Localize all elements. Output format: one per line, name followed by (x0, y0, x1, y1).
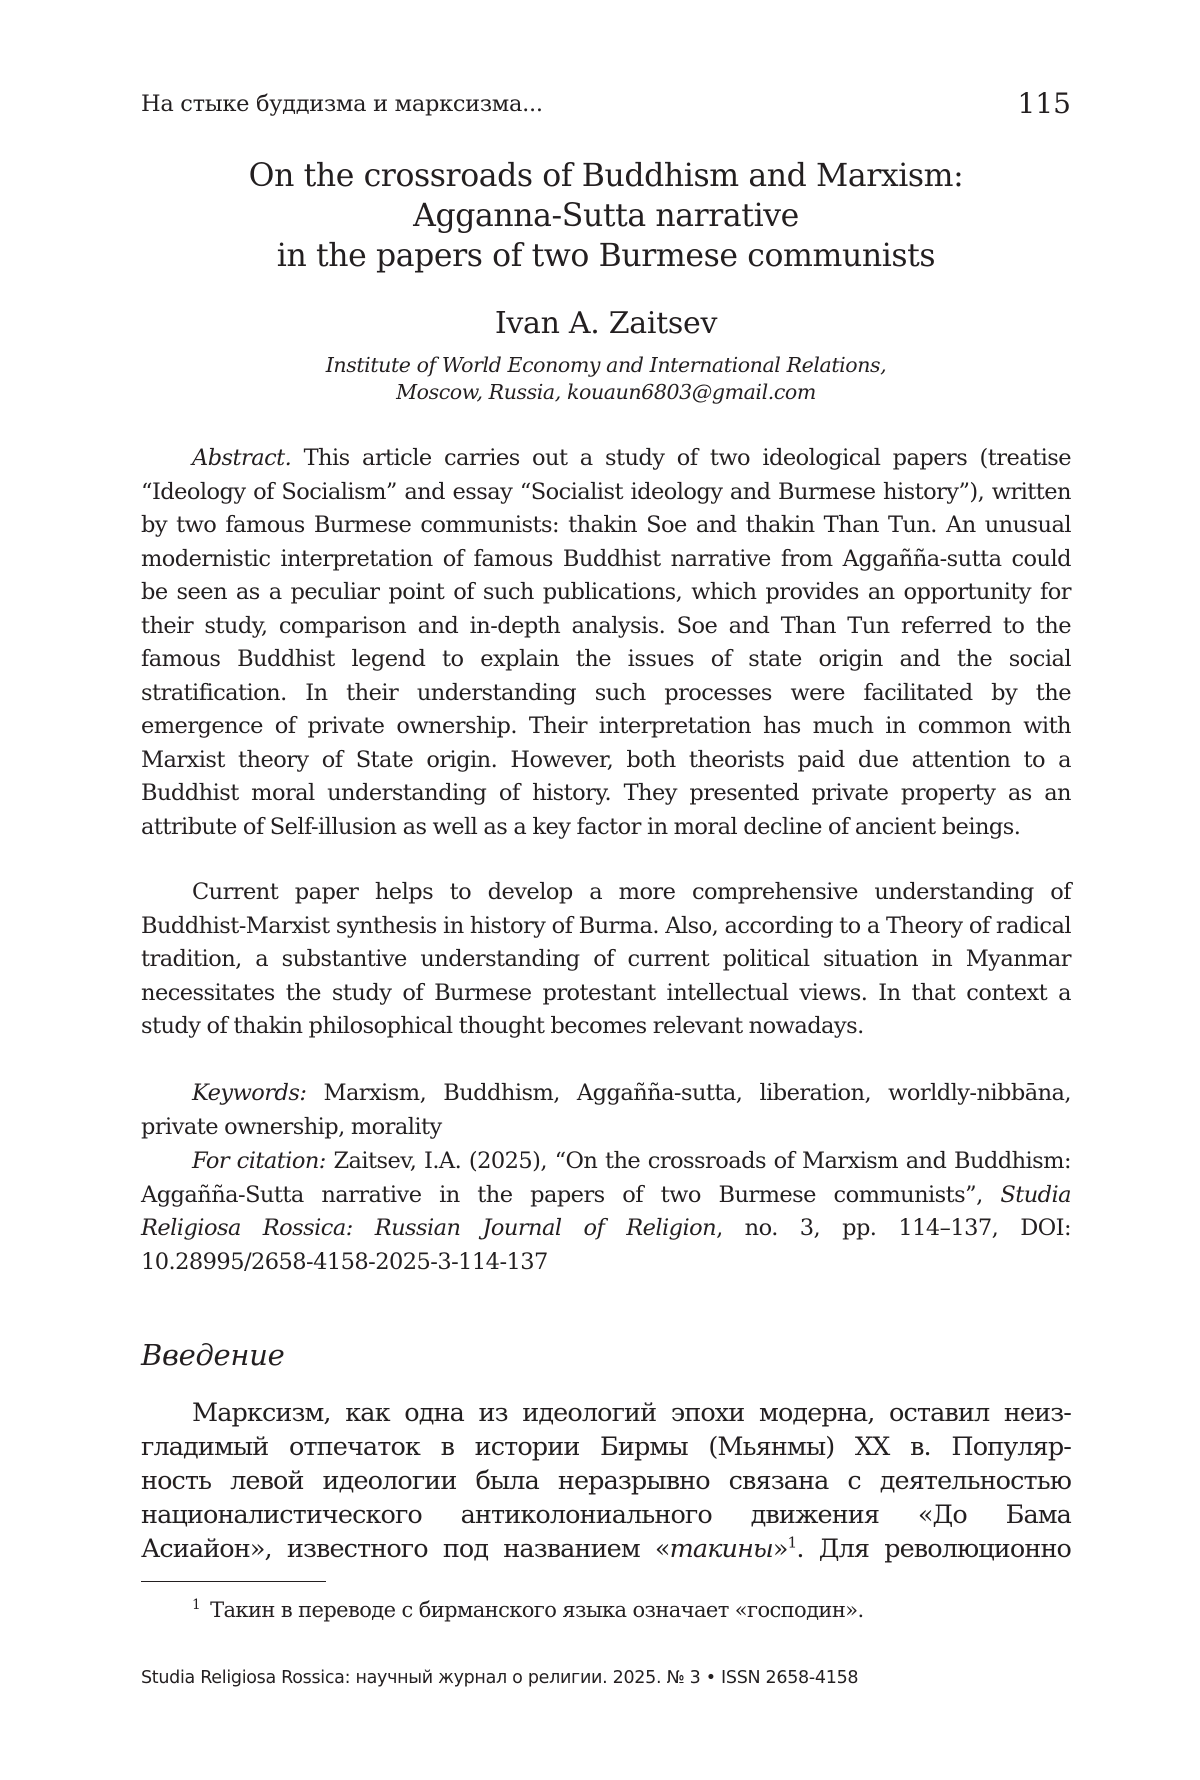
abstract-text: This article carries out a study of two ideological papers (treatise “Ideology of Socialism” and essay “Socialist ideology and Burmese history”), written by two famous Burmese communists: thakin Soe and thakin Than Tun. An unusual modernistic interpretation of famous Buddhist narrative from Aggañña-sutta could be seen as a peculiar point of such publications, which provides an opportunity for their study, comparison and in-depth analysis. Soe and Than Tun referred to the famous Buddhist legend to explain the issues of state origin and the social stratification. In their understanding such processes were facilitated by the emergence of private ownership. Their interpretation has much in common with Marxist theory of State origin. However, both theorists paid due attention to a Buddhist moral understanding of history. They presented private property as an attribute of Self-illusion as well as a key factor in moral decline of ancient beings. (141, 445, 1071, 840)
intro-line: ность левой идеологии была неразрывно связана с деятельностью (141, 1466, 1071, 1496)
introduction-body (141, 1396, 1071, 1566)
citation (141, 1145, 1071, 1279)
citation-paragraph (141, 1145, 1071, 1279)
abstract-continuation (141, 876, 1071, 1044)
abstract-paragraph-2: Current paper helps to develop a more comprehensive understanding of Buddhist-Marxist synthesis in history of Burma. Also, according to a Theory of radical tradition, a substantive understanding of current political situation in Myanmar necessitates the study of Burmese protestant intellectual views. In that context a study of thakin philosophical thought becomes relevant nowadays. (141, 879, 1071, 1039)
title-line: Agganna-Sutta narrative (413, 198, 799, 234)
article-title (141, 156, 1071, 276)
section-heading: Введение (141, 1338, 285, 1372)
intro-italic-term: такины (669, 1534, 773, 1564)
citation-journal: Studia Religiosa Rossica: Russian Journal of Religion (141, 1181, 1072, 1241)
keywords-text: Marxism, Buddhism, Aggañña-sutta, liberation, worldly-nibbāna, private ownership, morality (141, 1080, 1072, 1140)
page-number: 115 (1017, 87, 1071, 120)
citation-details: , no. 3, pp. 114–137, DOI: 10.28995/2658-4158-2025-3-114-137 (141, 1215, 1071, 1275)
abstract (141, 442, 1071, 844)
citation-label: For citation: (192, 1148, 326, 1174)
title-line: On the crossroads of Buddhism and Marxism: (248, 158, 964, 194)
citation-text: Zaitsev, I.A. (2025), “On the crossroads of Marxism and Buddhism: Aggañña-Sutta narrative in the papers of two Burmese communists”, (141, 1148, 1071, 1208)
author-name: Ivan A. Zaitsev (494, 306, 718, 341)
footnote-text: Такин в переводе с бирманского языка означает «господин». (210, 1598, 864, 1622)
abstract-paragraph (141, 442, 1071, 844)
intro-text: . Для революционно (796, 1534, 1072, 1564)
journal-footer: Studia Religiosa Rossica: научный журнал о религии. 2025. № 3 • ISSN 2658-4158 (141, 1668, 859, 1688)
intro-line: Марксизм, как одна из идеологий эпохи модерна, оставил неиз- (192, 1398, 1071, 1428)
footnote-reference[interactable]: 1 (787, 1533, 797, 1552)
intro-line-last (141, 1532, 1071, 1566)
footnote (192, 1598, 864, 1622)
footnote-number: 1 (192, 1597, 201, 1613)
running-head (141, 87, 1071, 131)
intro-line: националистического антиколониального движения «До Бама (141, 1500, 1071, 1530)
keywords (141, 1077, 1071, 1144)
running-title: На стыке буддизма и марксизма... (141, 91, 543, 117)
abstract-label: Abstract. (192, 445, 292, 471)
author-affiliation (141, 352, 1071, 406)
title-line: in the papers of two Burmese communists (276, 238, 936, 274)
intro-text: » (772, 1534, 788, 1564)
intro-text: Асиайон», известного под названием « (141, 1534, 670, 1564)
keywords-paragraph (141, 1077, 1071, 1144)
affiliation-line: Moscow, Russia, kouaun6803@gmail.com (396, 380, 816, 404)
affiliation-line: Institute of World Economy and International Relations, (325, 353, 887, 377)
keywords-label: Keywords: (192, 1080, 307, 1106)
intro-line: гладимый отпечаток в истории Бирмы (Мьянмы) XX в. Популяр- (141, 1432, 1071, 1462)
footnote-divider (141, 1581, 326, 1582)
